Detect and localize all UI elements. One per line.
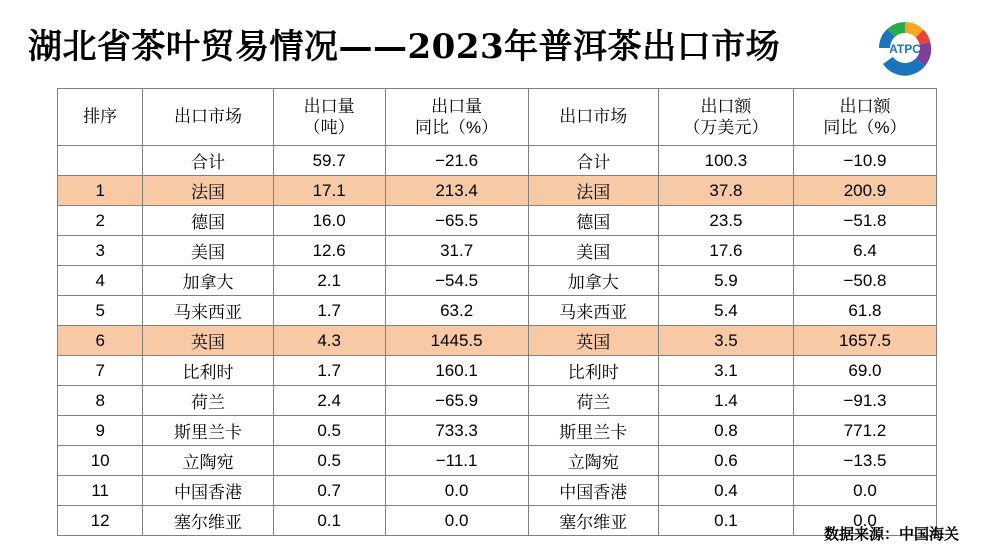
cell-rank: 12 xyxy=(58,506,143,536)
cell-market-b: 马来西亚 xyxy=(528,296,658,326)
cell-market-b: 中国香港 xyxy=(528,476,658,506)
col-header-volume-yoy xyxy=(385,89,528,146)
col-header-volume xyxy=(273,89,385,146)
page-title xyxy=(28,18,908,78)
cell-value-yoy: −10.9 xyxy=(793,146,936,176)
cell-volume-yoy: 0.0 xyxy=(385,506,528,536)
cell-rank: 8 xyxy=(58,386,143,416)
cell-value: 3.5 xyxy=(658,326,793,356)
col-header-value-yoy-l1: 出口额 xyxy=(839,96,891,116)
table-row xyxy=(58,356,937,386)
cell-rank: 11 xyxy=(58,476,143,506)
cell-rank: 5 xyxy=(58,296,143,326)
cell-volume: 12.6 xyxy=(273,236,385,266)
col-header-value xyxy=(658,89,793,146)
table-row xyxy=(58,416,937,446)
table-row xyxy=(58,176,937,206)
cell-volume: 59.7 xyxy=(273,146,385,176)
cell-volume: 17.1 xyxy=(273,176,385,206)
col-header-value-l2: （万美元） xyxy=(683,118,769,137)
cell-volume-yoy: 733.3 xyxy=(385,416,528,446)
cell-value: 0.6 xyxy=(658,446,793,476)
col-header-market-a xyxy=(143,89,273,146)
col-header-volume-l1: 出口量 xyxy=(303,96,355,116)
cell-volume-yoy: −11.1 xyxy=(385,446,528,476)
cell-market-a: 立陶宛 xyxy=(143,446,273,476)
col-header-value-l1: 出口额 xyxy=(700,96,752,116)
cell-value: 1.4 xyxy=(658,386,793,416)
cell-market-a: 斯里兰卡 xyxy=(143,416,273,446)
col-header-rank xyxy=(58,89,143,146)
cell-volume-yoy: 1445.5 xyxy=(385,326,528,356)
col-header-value-yoy xyxy=(793,89,936,146)
cell-market-b: 比利时 xyxy=(528,356,658,386)
cell-market-b: 合计 xyxy=(528,146,658,176)
cell-volume: 2.1 xyxy=(273,266,385,296)
cell-value: 5.9 xyxy=(658,266,793,296)
cell-rank: 2 xyxy=(58,206,143,236)
table-row xyxy=(58,476,937,506)
table-row xyxy=(58,506,937,536)
table-row xyxy=(58,326,937,356)
table-row xyxy=(58,296,937,326)
cell-market-a: 比利时 xyxy=(143,356,273,386)
cell-volume-yoy: −65.5 xyxy=(385,206,528,236)
col-header-market-a-l1: 出口市场 xyxy=(174,107,243,127)
cell-market-b: 塞尔维亚 xyxy=(528,506,658,536)
cell-value-yoy: 69.0 xyxy=(793,356,936,386)
cell-value-yoy: −91.3 xyxy=(793,386,936,416)
table-row xyxy=(58,266,937,296)
cell-market-b: 法国 xyxy=(528,176,658,206)
cell-volume-yoy: −65.9 xyxy=(385,386,528,416)
cell-value: 0.8 xyxy=(658,416,793,446)
export-market-table xyxy=(57,88,937,536)
cell-volume-yoy: −54.5 xyxy=(385,266,528,296)
cell-volume: 0.5 xyxy=(273,446,385,476)
table-row xyxy=(58,206,937,236)
cell-value-yoy: 0.0 xyxy=(793,476,936,506)
cell-market-b: 德国 xyxy=(528,206,658,236)
cell-value-yoy: 61.8 xyxy=(793,296,936,326)
cell-value-yoy: 0.0 xyxy=(793,506,936,536)
cell-market-b: 英国 xyxy=(528,326,658,356)
cell-value: 100.3 xyxy=(658,146,793,176)
cell-market-b: 斯里兰卡 xyxy=(528,416,658,446)
col-header-value-yoy-l2: 同比（%） xyxy=(823,118,907,137)
cell-value-yoy: −50.8 xyxy=(793,266,936,296)
cell-volume-yoy: 0.0 xyxy=(385,476,528,506)
cell-rank: 1 xyxy=(58,176,143,206)
cell-market-b: 荷兰 xyxy=(528,386,658,416)
cell-market-a: 塞尔维亚 xyxy=(143,506,273,536)
cell-market-b: 加拿大 xyxy=(528,266,658,296)
cell-market-a: 马来西亚 xyxy=(143,296,273,326)
cell-volume-yoy: −21.6 xyxy=(385,146,528,176)
cell-market-a: 中国香港 xyxy=(143,476,273,506)
cell-market-a: 加拿大 xyxy=(143,266,273,296)
col-header-rank-l1: 排序 xyxy=(83,107,118,127)
cell-market-b: 立陶宛 xyxy=(528,446,658,476)
cell-market-a: 美国 xyxy=(143,236,273,266)
cell-value: 17.6 xyxy=(658,236,793,266)
cell-volume: 4.3 xyxy=(273,326,385,356)
table-body xyxy=(58,146,937,536)
cell-volume: 0.7 xyxy=(273,476,385,506)
col-header-volume-yoy-l2: 同比（%） xyxy=(415,118,499,137)
cell-market-a: 德国 xyxy=(143,206,273,236)
table-row xyxy=(58,446,937,476)
col-header-volume-l2: （吨） xyxy=(303,118,355,137)
cell-market-a: 合计 xyxy=(143,146,273,176)
cell-value-yoy: 1657.5 xyxy=(793,326,936,356)
table-header-row xyxy=(58,89,937,146)
cell-volume-yoy: 160.1 xyxy=(385,356,528,386)
cell-market-a: 荷兰 xyxy=(143,386,273,416)
logo-text: ATPC xyxy=(889,42,921,56)
atpc-logo xyxy=(873,16,937,80)
page-title-text: 湖北省茶叶贸易情况——2023年普洱茶出口市场 xyxy=(28,27,781,68)
cell-market-a: 法国 xyxy=(143,176,273,206)
cell-value-yoy: 200.9 xyxy=(793,176,936,206)
table-row xyxy=(58,236,937,266)
cell-value: 5.4 xyxy=(658,296,793,326)
cell-volume-yoy: 213.4 xyxy=(385,176,528,206)
cell-volume-yoy: 63.2 xyxy=(385,296,528,326)
cell-value: 23.5 xyxy=(658,206,793,236)
cell-value: 37.8 xyxy=(658,176,793,206)
cell-rank: 3 xyxy=(58,236,143,266)
cell-volume: 0.1 xyxy=(273,506,385,536)
cell-market-a: 英国 xyxy=(143,326,273,356)
table-row xyxy=(58,146,937,176)
cell-volume: 2.4 xyxy=(273,386,385,416)
cell-value: 0.4 xyxy=(658,476,793,506)
cell-rank: 7 xyxy=(58,356,143,386)
cell-value-yoy: −13.5 xyxy=(793,446,936,476)
cell-rank: 10 xyxy=(58,446,143,476)
cell-value-yoy: 6.4 xyxy=(793,236,936,266)
cell-rank: 6 xyxy=(58,326,143,356)
cell-volume-yoy: 31.7 xyxy=(385,236,528,266)
cell-rank: 9 xyxy=(58,416,143,446)
cell-volume: 1.7 xyxy=(273,356,385,386)
cell-volume: 0.5 xyxy=(273,416,385,446)
table-row xyxy=(58,386,937,416)
cell-value: 3.1 xyxy=(658,356,793,386)
cell-volume: 16.0 xyxy=(273,206,385,236)
cell-value-yoy: 771.2 xyxy=(793,416,936,446)
cell-volume: 1.7 xyxy=(273,296,385,326)
cell-rank: 4 xyxy=(58,266,143,296)
cell-rank xyxy=(58,146,143,176)
cell-value-yoy: −51.8 xyxy=(793,206,936,236)
col-header-volume-yoy-l1: 出口量 xyxy=(431,96,483,116)
cell-market-b: 美国 xyxy=(528,236,658,266)
data-source-note: 数据来源：中国海关 xyxy=(823,525,959,543)
col-header-market-b-l1: 出口市场 xyxy=(559,107,628,127)
cell-value: 0.1 xyxy=(658,506,793,536)
col-header-market-b xyxy=(528,89,658,146)
